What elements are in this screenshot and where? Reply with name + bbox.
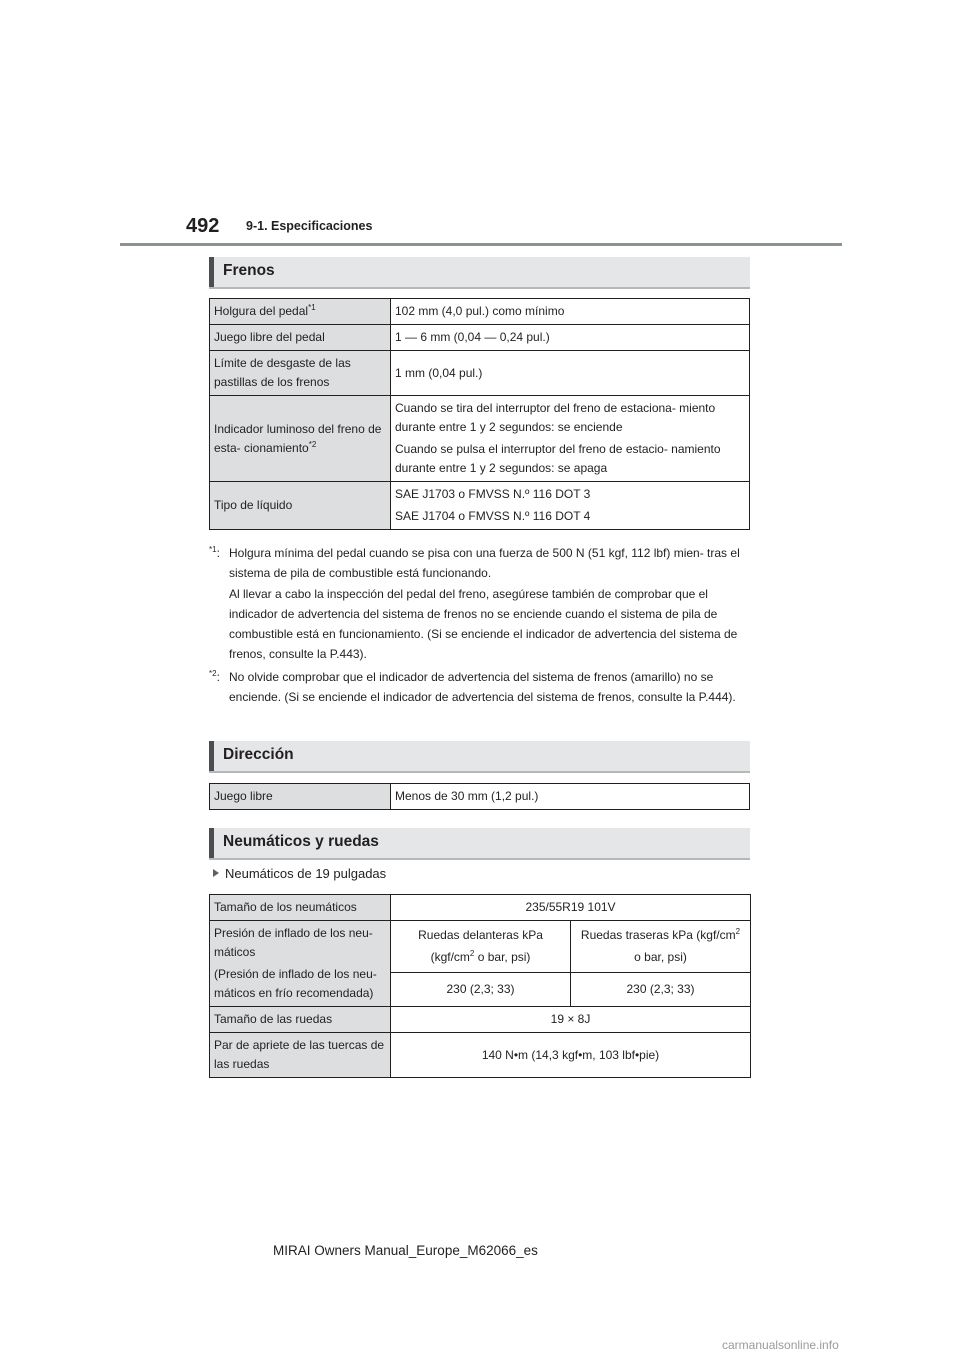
- row-label: Holgura del pedal$^{*1}$: [210, 299, 391, 325]
- row-label: Tamaño de las ruedas: [210, 1007, 391, 1033]
- table-row: [210, 1033, 751, 1078]
- heading-title: Frenos: [223, 262, 275, 279]
- row-label: Indicador luminoso del freno de esta- cionamiento$^{*2}$: [210, 396, 391, 482]
- row-label: Juego libre: [210, 784, 391, 810]
- table-row: [210, 325, 750, 351]
- footnote: [209, 543, 750, 665]
- heading-accent-bar: [209, 257, 214, 287]
- footnotes: [209, 543, 750, 707]
- table-row: [210, 1007, 751, 1033]
- row-label: Tamaño de los neumáticos: [210, 895, 391, 921]
- rear-wheels-header: Ruedas traseras kPa ($kgf/cm^2$ o bar, psi): [571, 921, 751, 973]
- row-label: Tipo de líquido: [210, 482, 391, 530]
- footnote-text: Al llevar a cabo la inspección del pedal del freno, asegúrese también de comprobar que el indicador de advertencia del sistema de frenos no se enciende cuando el sistema de pila de combustible está en funcionamiento. (Si se enciende el indicador de advertencia del sistema de frenos, consulte la P.443).: [229, 586, 738, 662]
- steering-spec-table: [209, 783, 750, 810]
- table-row: [210, 482, 750, 530]
- footnote-marker: $^{*1}$:: [209, 545, 220, 560]
- footnote-marker: $^{*2}$:: [209, 668, 220, 684]
- rear-pressure-value: 230 (2,3; 33): [571, 973, 751, 1007]
- row-label: Presión de inflado de los neu- máticos (Presión de inflado de los neu- máticos en frío recomendada): [210, 921, 391, 1007]
- row-value: 1 mm (0,04 pul.): [391, 351, 750, 396]
- row-value: SAE J1703 o FMVSS N.º 116 DOT 3 SAE J1704 o FMVSS N.º 116 DOT 4: [391, 482, 750, 530]
- section-title: 9-1. Especificaciones: [246, 219, 373, 233]
- row-value: Cuando se tira del interruptor del freno de estaciona- miento durante entre 1 y 2 segundos: se enciende Cuando se pulsa el interruptor del freno de estacio- namiento durante entre 1 y 2 segundos: se apaga: [391, 396, 750, 482]
- section-heading-direccion: [209, 741, 750, 773]
- footer-manual-title: MIRAI Owners Manual_Europe_M62066_es: [273, 1243, 538, 1258]
- table-row: [210, 351, 750, 396]
- table-row: [210, 784, 750, 810]
- row-label: Juego libre del pedal: [210, 325, 391, 351]
- section-heading-frenos: [209, 257, 750, 289]
- row-value: 235/55R19 101V: [391, 895, 751, 921]
- table-row: [210, 396, 750, 482]
- table-row: [210, 299, 750, 325]
- footnote-text: Holgura mínima del pedal cuando se pisa con una fuerza de 500 N (51 kgf, 112 lbf) mien- tras el sistema de pila de combustible está funcionando.: [229, 546, 740, 581]
- row-value: 19 × 8J: [391, 1007, 751, 1033]
- heading-title: Neumáticos y ruedas: [223, 833, 379, 850]
- triangle-bullet-icon: [213, 869, 219, 877]
- page-number: 492: [186, 215, 220, 237]
- table-row: [210, 895, 751, 921]
- front-wheels-header: Ruedas delanteras kPa ($kgf/cm^2$ o bar, psi): [391, 921, 571, 973]
- footnote-ref: *2: [308, 439, 317, 449]
- front-pressure-value: 230 (2,3; 33): [391, 973, 571, 1007]
- subsection-bullet: Neumáticos de 19 pulgadas: [213, 866, 386, 881]
- table-row: [210, 921, 751, 973]
- brakes-spec-table: [209, 298, 750, 530]
- heading-accent-bar: [209, 828, 214, 858]
- section-heading-neumaticos: [209, 828, 750, 860]
- heading-accent-bar: [209, 741, 214, 771]
- row-value: Menos de 30 mm (1,2 pul.): [391, 784, 750, 810]
- header-divider: [120, 243, 842, 246]
- row-label: Par de apriete de las tuercas de las ruedas: [210, 1033, 391, 1078]
- footnote: [209, 667, 750, 708]
- row-value: 1 — 6 mm (0,04 — 0,24 pul.): [391, 325, 750, 351]
- tires-spec-table: [209, 894, 751, 1078]
- watermark: carmanualsonline.info: [722, 1338, 839, 1352]
- row-value: 102 mm (4,0 pul.) como mínimo: [391, 299, 750, 325]
- row-value: 140 N•m (14,3 kgf•m, 103 lbf•pie): [391, 1033, 751, 1078]
- row-label: Límite de desgaste de las pastillas de los frenos: [210, 351, 391, 396]
- footnote-ref: *1: [308, 303, 316, 312]
- footnote-text: No olvide comprobar que el indicador de advertencia del sistema de frenos (amarillo) no se enciende. (Si se enciende el indicador de advertencia del sistema de frenos, consulte la P.444).: [229, 669, 736, 705]
- heading-title: Dirección: [223, 746, 294, 763]
